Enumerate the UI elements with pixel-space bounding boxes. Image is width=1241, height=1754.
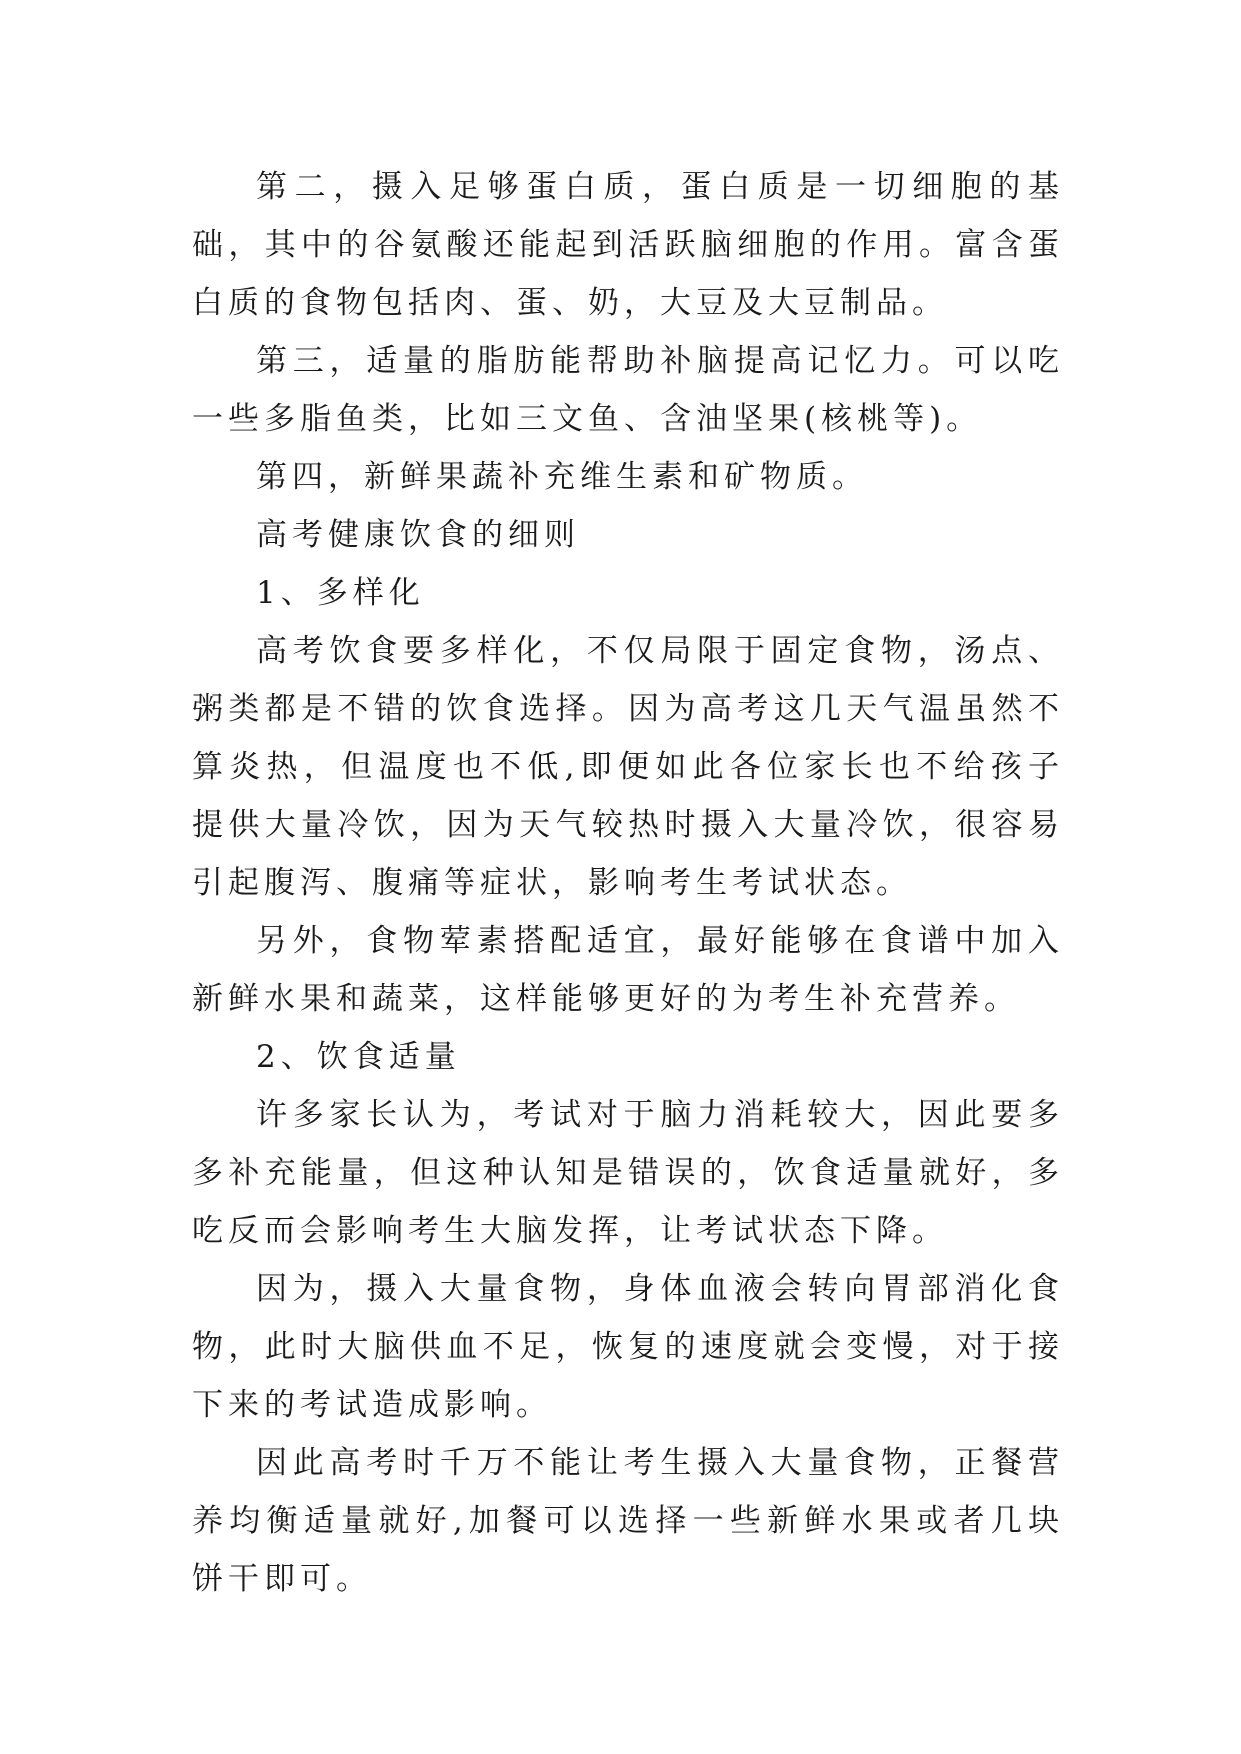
paragraph-balance: 另外，食物荤素搭配适宜，最好能够在食谱中加入新鲜水果和蔬菜，这样能够更好的为考生补充营养。: [192, 923, 1064, 1017]
subheading-diversity: 1、多样化: [256, 575, 425, 611]
paragraph-moderation: 许多家长认为，考试对于脑力消耗较大，因此要多多补充能量，但这种认知是错误的，饮食适量就好，多吃反而会影响考生大脑发挥，让考试状态下降。: [192, 1097, 1064, 1249]
subheading-moderation: 2、饮食适量: [256, 1039, 461, 1075]
paragraph-fruit-vegetables: 第四，新鲜果蔬补充维生素和矿物质。: [256, 459, 868, 495]
document-body: [192, 158, 1064, 1608]
paragraph-diversity: 高考饮食要多样化，不仅局限于固定食物，汤点、粥类都是不错的饮食选择。因为高考这几天气温虽然不算炎热，但温度也不低,即便如此各位家长也不给孩子提供大量冷饮，因为天气较热时摄入大量冷饮，很容易引起腹泻、腹痛等症状，影响考生考试状态。: [192, 633, 1064, 901]
paragraph-protein: 第二，摄入足够蛋白质，蛋白质是一切细胞的基础，其中的谷氨酸还能起到活跃脑细胞的作用。富含蛋白质的食物包括肉、蛋、奶，大豆及大豆制品。: [192, 169, 1064, 321]
paragraph-fat: 第三，适量的脂肪能帮助补脑提高记忆力。可以吃一些多脂鱼类，比如三文鱼、含油坚果(核桃等)。: [192, 343, 1064, 437]
section-heading: 高考健康饮食的细则: [256, 517, 580, 553]
paragraph-digestion: 因为，摄入大量食物，身体血液会转向胃部消化食物，此时大脑供血不足，恢复的速度就会变慢，对于接下来的考试造成影响。: [192, 1271, 1064, 1423]
paragraph-conclusion: 因此高考时千万不能让考生摄入大量食物，正餐营养均衡适量就好,加餐可以选择一些新鲜水果或者几块饼干即可。: [192, 1445, 1064, 1597]
